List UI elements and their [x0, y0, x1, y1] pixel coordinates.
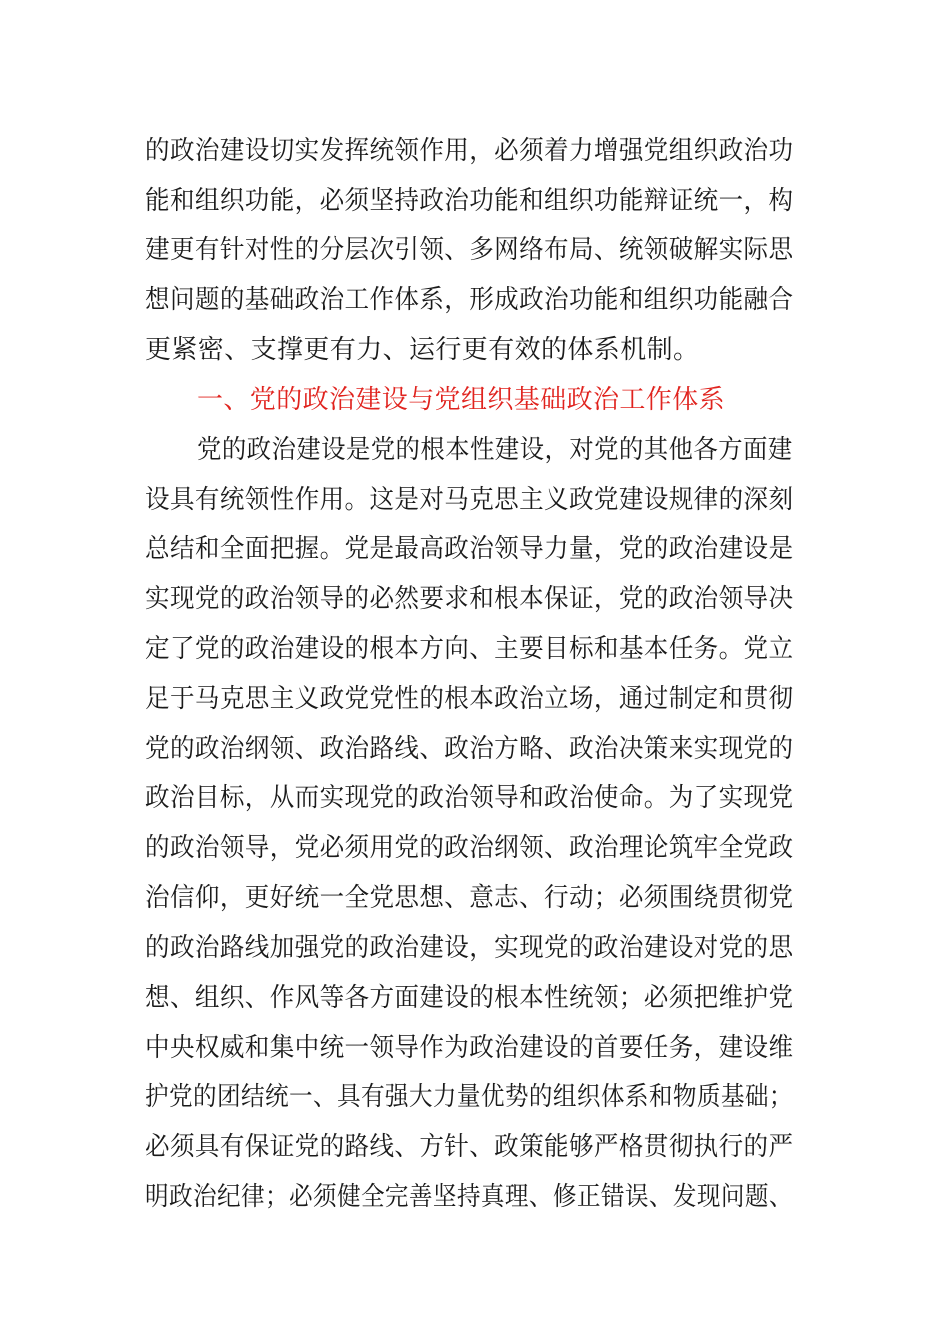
paragraph-line: 政治目标，从而实现党的政治领导和政治使命。为了实现党	[145, 783, 794, 813]
paragraph-line: 建更有针对性的分层次引领、多网络布局、统领破解实际思	[145, 235, 794, 265]
paragraph-line: 定了党的政治建设的根本方向、主要目标和基本任务。党立	[145, 634, 794, 664]
paragraph-line: 党的政治建设是党的根本性建设，对党的其他各方面建	[197, 435, 793, 465]
paragraph-line: 想问题的基础政治工作体系，形成政治功能和组织功能融合	[145, 285, 794, 315]
section-heading: 一、党的政治建设与党组织基础政治工作体系	[197, 385, 726, 415]
paragraph-line: 设具有统领性作用。这是对马克思主义政党建设规律的深刻	[145, 485, 794, 515]
paragraph-line: 中央权威和集中统一领导作为政治建设的首要任务，建设维	[145, 1033, 794, 1063]
paragraph-line: 明政治纪律；必须健全完善坚持真理、修正错误、发现问题、	[145, 1182, 793, 1212]
paragraph-line: 能和组织功能，必须坚持政治功能和组织功能辩证统一，构	[145, 186, 794, 216]
paragraph-line: 护党的团结统一、具有强大力量优势的组织体系和物质基础；	[145, 1082, 793, 1112]
paragraph-line: 的政治领导，党必须用党的政治纲领、政治理论筑牢全党政	[145, 833, 794, 863]
paragraph-line: 想、组织、作风等各方面建设的根本性统领；必须把维护党	[145, 983, 794, 1013]
paragraph-line: 足于马克思主义政党党性的根本政治立场，通过制定和贯彻	[145, 684, 794, 714]
paragraph-line: 更紧密、支撑更有力、运行更有效的体系机制。	[145, 335, 700, 365]
paragraph-line: 党的政治纲领、政治路线、政治方略、政治决策来实现党的	[145, 734, 794, 764]
paragraph-line: 的政治建设切实发挥统领作用，必须着力增强党组织政治功	[145, 136, 794, 166]
paragraph-line: 的政治路线加强党的政治建设，实现党的政治建设对党的思	[145, 933, 794, 963]
paragraph-line: 总结和全面把握。党是最高政治领导力量，党的政治建设是	[145, 534, 794, 564]
paragraph-line: 实现党的政治领导的必然要求和根本保证，党的政治领导决	[145, 584, 794, 614]
paragraph-line: 必须具有保证党的路线、方针、政策能够严格贯彻执行的严	[145, 1132, 794, 1162]
paragraph-line: 治信仰，更好统一全党思想、意志、行动；必须围绕贯彻党	[145, 883, 794, 913]
